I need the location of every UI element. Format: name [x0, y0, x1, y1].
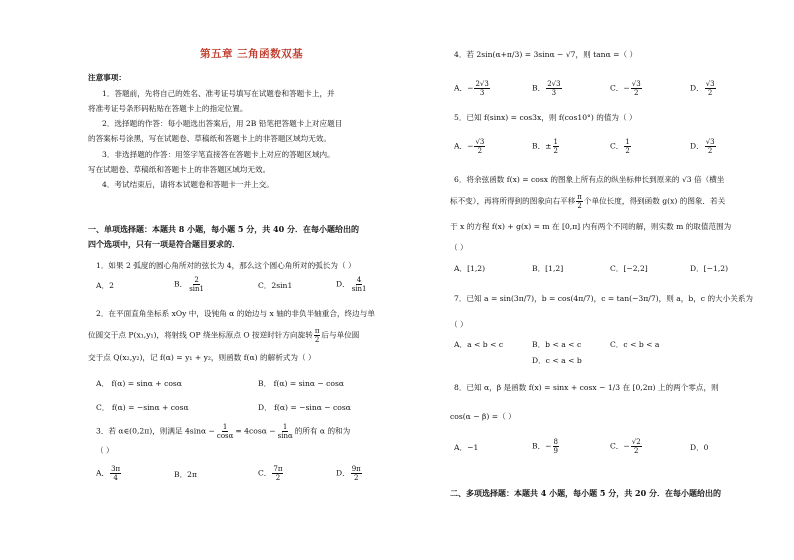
question-2-line2: 位圆交于点 P(x₁,y₁)，将射线 OP 绕坐标原点 O 按逆时针方向旋转 $\frac{\pi}{2}$ 后与单位圆	[88, 327, 360, 344]
question-3-stem: 3．若 α∈(0,2π)，则满足 4sinα − $\frac{1}{\cos\alpha}$ = 4cosα − $\frac{1}{\sin\alpha}$ 的所有 α 的和为	[96, 423, 351, 440]
question-6-line3: 于 x 的方程 f(x) + g(x) = m 在 [0,π] 内有两个不同的解，则实数 m 的取值范围为	[450, 222, 732, 231]
question-6-line1: 6．将余弦函数 f(x) = cosx 的图象上所有点的纵坐标伸长到原来的 √3 倍（横坐	[454, 175, 725, 184]
q7-option-d: D．c < a < b	[532, 356, 582, 365]
q8-option-a: A．−1	[454, 443, 479, 452]
question-7-line1: 7．已知 a = sin(3π/7)，b = cos(4π/7)，c = tan(−3π/7)，则 a，b，c 的大小关系为	[454, 294, 754, 303]
q5-option-a: A．− $\frac{√3}{2}$	[454, 138, 485, 155]
q3-option-b: B．2π	[174, 470, 197, 479]
question-2-line3: 交于点 Q(x₂,y₂)，记 f(α) = y₁ + y₂，则函数 f(α) 的解析式为（ ）	[88, 353, 316, 362]
q4-option-c: C．− $\frac{√3}{2}$	[610, 80, 641, 97]
q1-option-b: B． $\frac{2}{\sin 1}$	[174, 276, 204, 293]
q5-option-b: B．± $\frac{1}{2}$	[532, 138, 559, 155]
q8-option-b: B．− $\frac{8}{9}$	[532, 438, 559, 455]
q7-option-c: C．c < b < a	[610, 340, 660, 349]
notice-item: 1．答题前，先将自己的姓名、准考证号填写在试题卷和答题卡上，并	[102, 89, 335, 98]
q2-option-b: B． f(α) = sinα − cosα	[258, 379, 345, 388]
notice-heading: 注意事项：	[88, 73, 126, 82]
notice-item: 2．选择题的作答：每小题选出答案后，用 2B 铅笔把答题卡上对应题目	[102, 119, 343, 128]
q6-option-c: C．[−2,2]	[610, 264, 648, 273]
question-8-line2: cos(α − β) =（ ）	[450, 412, 516, 421]
q2-option-d: D． f(α) = −sinα − cosα	[258, 403, 351, 412]
section1-heading-cont: 四个选项中，只有一项是符合题目要求的．	[88, 239, 240, 249]
question-5-stem: 5．已知 f(sinx) = cos3x，则 f(cos10°) 的值为（ ）	[454, 113, 637, 122]
q3-option-c: C． $\frac{7\pi}{2}$	[258, 465, 283, 482]
q8-option-d: D．0	[690, 443, 709, 452]
page-title: 第五章 三角函数双基	[200, 48, 304, 60]
notice-item: 4．考试结束后，请将本试题卷和答题卡一并上交。	[102, 180, 274, 189]
q6-option-b: B．[1,2]	[532, 264, 564, 273]
section2-heading: 二、多项选择题：本题共 4 小题，每小题 5 分，共 20 分．在每小题给出的	[450, 488, 721, 498]
notice-item: 将准考证号条形码粘贴在答题卡上的指定位置。	[88, 104, 248, 113]
question-6-paren: （ ）	[450, 243, 468, 252]
q5-option-d: D． $\frac{√3}{2}$	[690, 138, 715, 155]
question-6-line2: 标不变），再将所得到的图象向右平移 $\frac{\pi}{2}$ 个单位长度，得到函数 g(x) 的图象．若关	[450, 193, 726, 210]
notice-item: 的答案标号涂黑，写在试题卷、草稿纸和答题卡上的非答题区域均无效。	[88, 134, 331, 143]
q2-option-c: C． f(α) = −sinα + cosα	[96, 403, 189, 412]
notice-item: 3．非选择题的作答：用签字笔直接答在答题卡上对应的答题区域内。	[102, 150, 335, 159]
q1-option-a: A．2	[96, 281, 114, 290]
question-1-stem: 1．如果 2 弧度的圆心角所对的弦长为 4，那么这个圆心角所对的弧长为（ ）	[96, 261, 356, 270]
q7-option-b: B．b < a < c	[532, 340, 582, 349]
question-4-stem: 4．若 2sin(α+π/3) = 3sinα − √7，则 tanα =（ ）	[454, 50, 638, 59]
q5-option-c: C． $\frac{1}{2}$	[610, 138, 630, 155]
q4-option-b: B． $\frac{2√3}{3}$	[532, 80, 561, 97]
q7-option-a: A．a < b < c	[454, 340, 504, 349]
q6-option-d: D．[−1,2)	[690, 264, 729, 273]
question-7-paren: （ ）	[450, 320, 468, 329]
q3-option-a: A． $\frac{3\pi}{4}$	[96, 465, 121, 482]
q4-option-a: A．− $\frac{2√3}{3}$	[454, 80, 489, 97]
notice-item: 写在试题卷、草稿纸和答题卡上的非答题区域均无效。	[88, 165, 271, 174]
q3-option-d: D． $\frac{9\pi}{2}$	[336, 465, 361, 482]
section1-heading: 一、单项选择题：本题共 8 小题，每小题 5 分，共 40 分．在每小题给出的	[88, 224, 359, 234]
question-8-line1: 8．已知 α，β 是函数 f(x) = sinx + cosx − 1/3 在 [0,2π) 上的两个零点，则	[454, 383, 719, 392]
q1-option-c: C．2sin1	[258, 281, 293, 290]
q6-option-a: A．[1,2)	[454, 264, 486, 273]
q4-option-d: D． $\frac{√3}{2}$	[690, 80, 715, 97]
question-2-line1: 2．在平面直角坐标系 xOy 中，设钝角 α 的始边与 x 轴的非负半轴重合，终边与单	[96, 309, 375, 318]
q8-option-c: C．− $\frac{√2}{2}$	[610, 438, 641, 455]
q1-option-d: D． $\frac{4}{\sin 1}$	[336, 276, 367, 293]
q2-option-a: A． f(α) = sinα + cosα	[96, 379, 182, 388]
question-3-paren: （ ）	[96, 446, 114, 455]
